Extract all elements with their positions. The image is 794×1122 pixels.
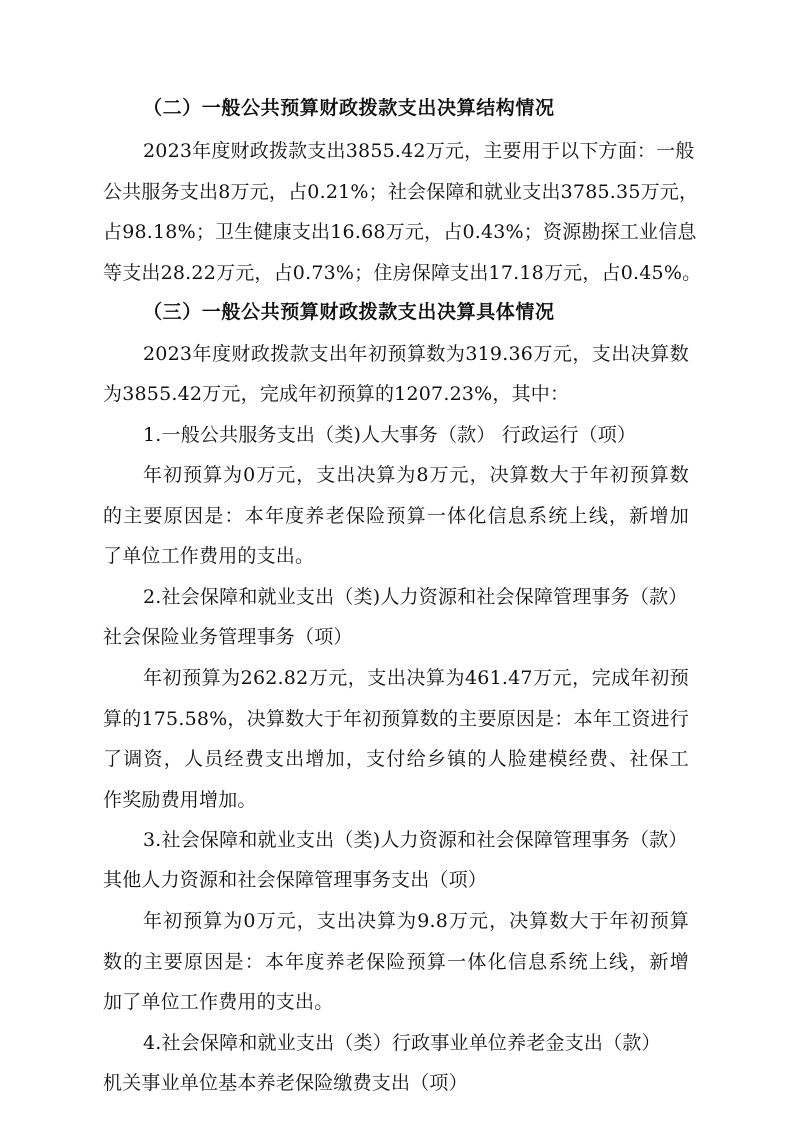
paragraph-line: 了调资，人员经费支出增加，支付给乡镇的人脸建模经费、社保工 (103, 748, 689, 770)
paragraph-line: 为3855.42万元，完成年初预算的1207.23%，其中： (103, 383, 570, 405)
item-title-continued: 其他人力资源和社会保障管理事务支出（项） (103, 869, 488, 891)
paragraph-line: 加了单位工作费用的支出。 (103, 991, 334, 1013)
paragraph-line: 算的175.58%，决算数大于年初预算数的主要原因是：本年工资进行 (103, 708, 689, 730)
item-title-continued: 机关事业单位基本养老保险缴费支出（项） (103, 1072, 468, 1094)
paragraph-line: 的主要原因是：本年度养老保险预算一体化信息系统上线，新增加 (103, 505, 689, 527)
paragraph-line: 年初预算为262.82万元，支出决算为461.47万元，完成年初预 (143, 667, 689, 689)
item-title: 1.一般公共服务支出（类)人大事务（款） 行政运行（项） (143, 424, 637, 446)
paragraph-line: 等支出28.22万元，占0.73%；住房保障支出17.18万元，占0.45%。 (103, 262, 702, 284)
paragraph-line: 数的主要原因是：本年度养老保险预算一体化信息系统上线，新增 (103, 951, 689, 973)
item-title: 3.社会保障和就业支出（类)人力资源和社会保障管理事务（款） (143, 829, 688, 851)
paragraph-line: 2023年度财政拨款支出3855.42万元，主要用于以下方面：一般 (143, 140, 695, 162)
item-title: 4.社会保障和就业支出（类）行政事业单位养老金支出（款） (143, 1032, 661, 1054)
section-heading-details: （三）一般公共预算财政拨款支出决算具体情况 (143, 301, 555, 323)
paragraph-line: 了单位工作费用的支出。 (103, 545, 315, 567)
paragraph-line: 占98.18%；卫生健康支出16.68万元，占0.43%；资源勘探工业信息 (103, 221, 697, 243)
item-title-continued: 社会保险业务管理事务（项） (103, 626, 353, 648)
paragraph-line: 年初预算为0万元，支出决算为9.8万元，决算数大于年初预算 (143, 910, 689, 932)
paragraph-line: 公共服务支出8万元，占0.21%；社会保障和就业支出3785.35万元， (103, 181, 699, 203)
section-heading-structure: （二）一般公共预算财政拨款支出决算结构情况 (143, 97, 555, 119)
paragraph-line: 作奖励费用增加。 (103, 789, 257, 811)
paragraph-line: 2023年度财政拨款支出年初预算数为319.36万元，支出决算数 (143, 343, 689, 365)
item-title: 2.社会保障和就业支出（类)人力资源和社会保障管理事务（款） (143, 586, 688, 608)
paragraph-line: 年初预算为0万元，支出决算为8万元，决算数大于年初预算数 (143, 464, 689, 486)
